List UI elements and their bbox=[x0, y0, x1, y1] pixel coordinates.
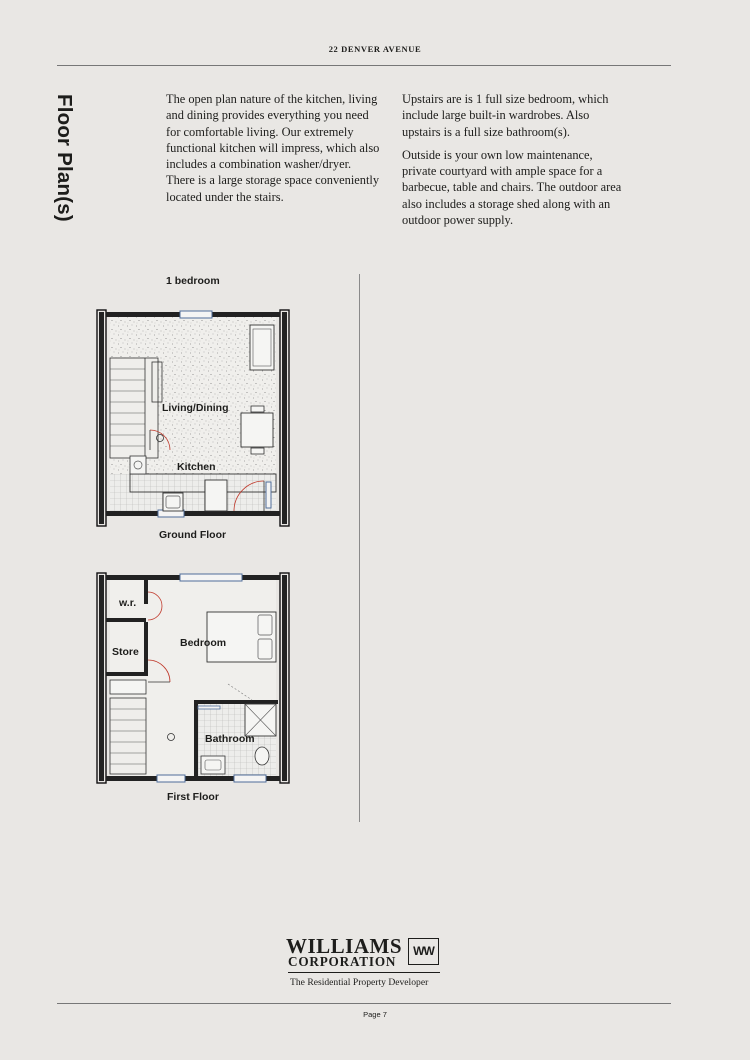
description-column-right bbox=[402, 91, 630, 228]
ground-floor-plan bbox=[97, 310, 289, 526]
description-paragraph-2: Upstairs are is 1 full size bedroom, which include large built-in wardrobes. Also upstairs is a full size bathroom(s). bbox=[402, 92, 609, 139]
room-label-kitchen: Kitchen bbox=[177, 461, 216, 473]
logo-tagline: The Residential Property Developer bbox=[290, 977, 429, 988]
description-column-left bbox=[166, 91, 381, 205]
ground-floor-caption: Ground Floor bbox=[159, 529, 227, 541]
plan-heading: 1 bedroom bbox=[166, 275, 220, 287]
logo-rule bbox=[288, 972, 440, 973]
header-rule bbox=[57, 65, 671, 66]
page-number: Page 7 bbox=[363, 1010, 387, 1019]
logo-line-2: CORPORATION bbox=[288, 954, 397, 969]
logo-mark-icon: WW bbox=[408, 938, 439, 965]
room-label-store: Store bbox=[112, 646, 139, 658]
first-floor-caption: First Floor bbox=[167, 791, 219, 803]
williams-corporation-logo bbox=[284, 932, 450, 992]
first-floor-plan bbox=[97, 573, 289, 783]
floor-plan-drawing bbox=[0, 260, 360, 820]
footer-rule bbox=[57, 1003, 671, 1004]
side-title-text: Floor Plan(s) bbox=[53, 94, 76, 222]
description-paragraph-1: The open plan nature of the kitchen, living and dining provides everything you need for comfortable living. Our extremely functional kitchen will impress, which also includes a combination washer/dryer. There is a large storage space conveniently located under the stairs. bbox=[166, 92, 380, 204]
room-label-bathroom: Bathroom bbox=[205, 733, 255, 745]
room-label-living-dining: Living/Dining bbox=[162, 402, 229, 414]
room-label-bedroom: Bedroom bbox=[180, 637, 227, 649]
room-label-wr: w.r. bbox=[119, 597, 137, 609]
document-header-title: 22 DENVER AVENUE bbox=[328, 44, 422, 54]
logo-line-1: WILLIAMS bbox=[286, 934, 403, 958]
description-paragraph-3: Outside is your own low maintenance, private courtyard with ample space for a barbecue, table and chairs. The outdoor area also includes a storage shed along with an outdoor power supply. bbox=[402, 147, 622, 228]
side-title bbox=[40, 94, 80, 234]
